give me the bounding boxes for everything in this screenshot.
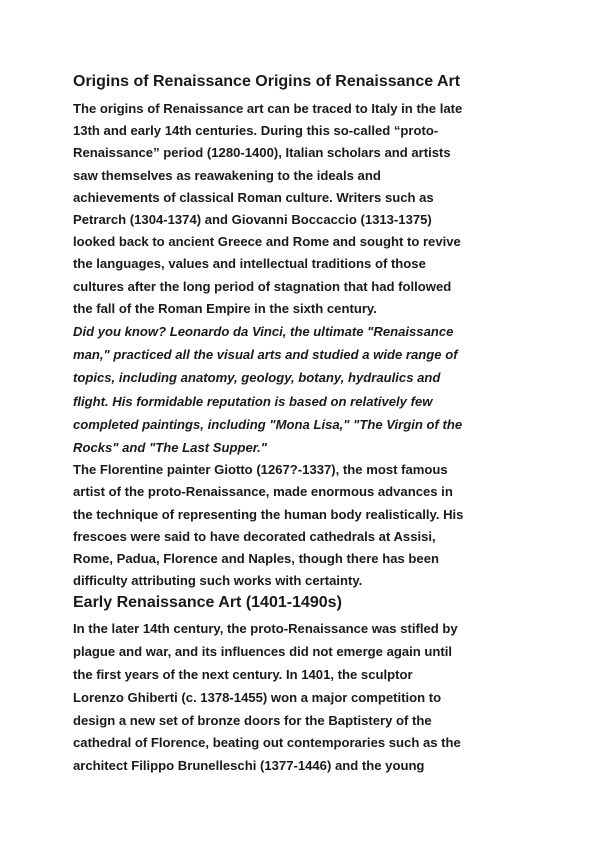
- text-line: completed paintings, including "Mona Lisa," "The Virgin of the: [73, 416, 463, 432]
- text-line: cultures after the long period of stagnation that had followed: [73, 278, 452, 294]
- text-line: cathedral of Florence, beating out contemporaries such as the: [73, 735, 461, 751]
- text-line: plague and war, and its influences did not emerge again until: [73, 644, 453, 660]
- text-line: the first years of the next century. In 1401, the sculptor: [73, 667, 413, 683]
- text-line: 13th and early 14th centuries. During this so-called “proto-: [73, 123, 439, 139]
- text-line: Renaissance” period (1280-1400), Italian scholars and artists: [73, 145, 451, 161]
- text-line: Lorenzo Ghiberti (c. 1378-1455) won a major competition to: [73, 689, 442, 705]
- document-title: Origins of Renaissance Origins of Renaissance Art: [73, 73, 461, 90]
- paragraph-early-renaissance: [73, 618, 525, 778]
- text-line: architect Filippo Brunelleschi (1377-1446) and the young: [73, 758, 425, 774]
- text-line: saw themselves as reawakening to the ideals and: [73, 167, 381, 183]
- text-line: difficulty attributing such works with certainty.: [73, 573, 363, 589]
- text-line: The origins of Renaissance art can be traced to Italy in the late: [73, 101, 463, 116]
- text-line: the fall of the Roman Empire in the sixth century.: [73, 300, 377, 316]
- text-line: Rocks" and "The Last Supper.": [73, 440, 267, 456]
- document-page: [73, 70, 525, 778]
- section-heading-early-renaissance: Early Renaissance Art (1401-1490s): [73, 594, 342, 612]
- text-line: Did you know? Leonardo da Vinci, the ultimate "Renaissance: [73, 324, 454, 340]
- text-line: Rome, Padua, Florence and Naples, though there has been: [73, 551, 439, 567]
- paragraph-giotto: [73, 459, 525, 592]
- text-line: the technique of representing the human body realistically. His: [73, 506, 464, 522]
- text-line: achievements of classical Roman culture. Writers such as: [73, 189, 434, 205]
- text-line: In the later 14th century, the proto-Renaissance was stifled by: [73, 621, 458, 637]
- text-line: flight. His formidable reputation is based on relatively few: [73, 393, 433, 409]
- text-line: frescoes were said to have decorated cathedrals at Assisi,: [73, 528, 436, 544]
- text-line: topics, including anatomy, geology, botany, hydraulics and: [73, 370, 441, 386]
- did-you-know-note: [73, 320, 525, 459]
- paragraph-origins: [73, 98, 525, 320]
- text-line: design a new set of bronze doors for the Baptistery of the: [73, 712, 432, 728]
- text-line: The Florentine painter Giotto (1267?-1337), the most famous: [73, 462, 448, 478]
- text-line: man," practiced all the visual arts and studied a wide range of: [73, 347, 458, 363]
- text-line: artist of the proto-Renaissance, made enormous advances in: [73, 484, 453, 500]
- text-line: looked back to ancient Greece and Rome and sought to revive: [73, 234, 461, 250]
- text-line: Petrarch (1304-1374) and Giovanni Boccaccio (1313-1375): [73, 212, 432, 228]
- text-line: the languages, values and intellectual traditions of those: [73, 256, 426, 272]
